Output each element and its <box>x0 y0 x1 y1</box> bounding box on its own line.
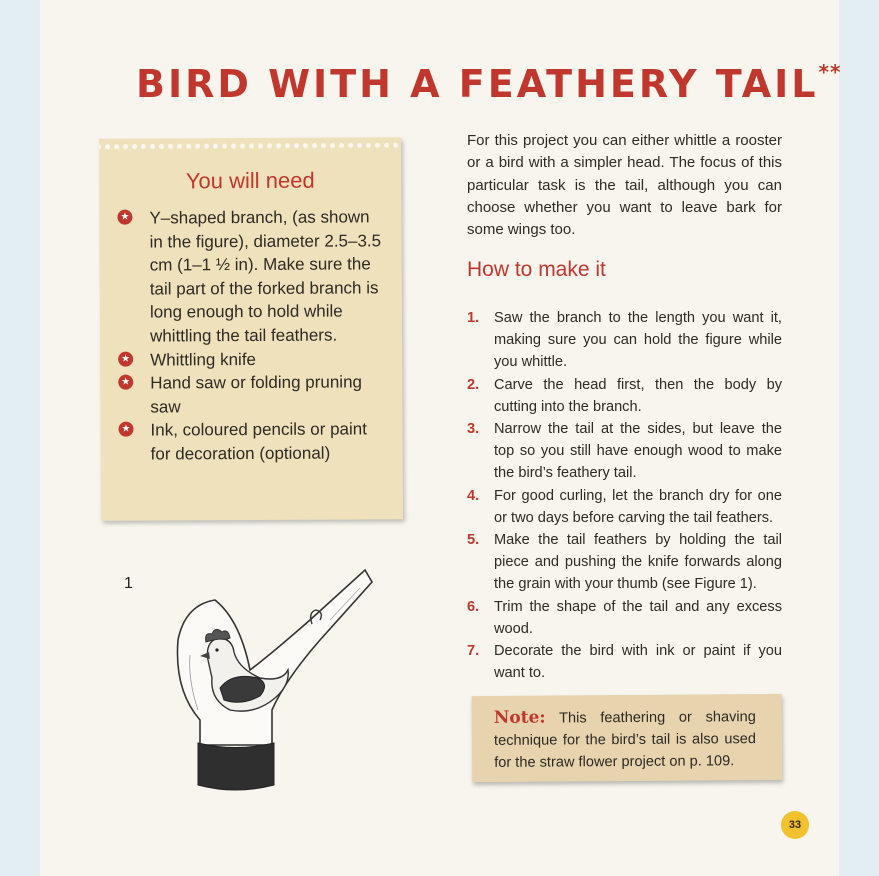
step-number: 3. <box>467 421 480 438</box>
step-item: 5. Make the tail feathers by holding the tail piece and pushing the knife forwards along the grain with your thumb (see Figure 1). <box>467 529 782 596</box>
perforated-edge <box>99 139 401 153</box>
note-label: Note: <box>493 707 546 728</box>
book-page <box>40 0 842 876</box>
step-item: 6. Trim the shape of the tail and any excess wood. <box>467 596 782 640</box>
you-will-need-box <box>99 137 403 521</box>
page-title: BIRD WITH A FEATHERY TAIL** <box>136 60 842 106</box>
materials-item: ★ Whittling knife <box>118 347 388 372</box>
step-number: 1. <box>467 310 480 326</box>
step-number: 5. <box>467 532 480 549</box>
star-bullet-icon: ★ <box>117 210 132 225</box>
step-item: 7. Decorate the bird with ink or paint if you want to. <box>467 640 782 684</box>
step-item: 1. Saw the branch to the length you want it, making sure you can hold the figure while you whittle. <box>467 307 782 374</box>
materials-item: ★ Y–shaped branch, (as shown in the figure), diameter 2.5–3.5 cm (1–1 ½ in). Make sure the tail part of the forked branch is long enough to hold while whittling the tail feathers. <box>117 205 388 348</box>
step-item: 2. Carve the head first, then the body by cutting into the branch. <box>467 374 782 418</box>
whittled-bird-illustration <box>160 560 400 800</box>
figure-label: 1 <box>124 575 133 592</box>
difficulty-stars: ** <box>818 60 842 84</box>
step-item: 4. For good curling, let the branch dry for one or two days before carving the tail feathers. <box>467 485 782 529</box>
star-bullet-icon: ★ <box>118 375 133 390</box>
star-bullet-icon: ★ <box>118 351 133 366</box>
step-number: 4. <box>467 487 480 504</box>
note-box <box>472 694 783 782</box>
intro-paragraph: For this project you can either whittle a rooster or a bird with a simpler head. The focus of this particular task is the tail, although you can choose whether you want to leave bark for some wings too. <box>467 132 782 239</box>
note-text: This feathering or shaving technique for the bird’s tail is also used for the straw flower project on p. 109. <box>493 709 757 771</box>
materials-item: ★ Hand saw or folding pruning saw <box>118 370 388 419</box>
materials-list <box>117 205 388 466</box>
step-number: 6. <box>467 598 480 615</box>
you-will-need-heading: You will need <box>185 167 315 194</box>
steps-list <box>467 307 782 684</box>
step-number: 2. <box>467 376 480 393</box>
step-number: 7. <box>467 643 480 660</box>
materials-item: ★ Ink, coloured pencils or paint for decoration (optional) <box>118 418 388 467</box>
page-number-badge: 33 <box>781 811 809 839</box>
star-bullet-icon: ★ <box>118 422 133 437</box>
how-to-heading: How to make it <box>467 258 606 281</box>
step-item: 3. Narrow the tail at the sides, but leave the top so you still have enough wood to make the bird’s feathery tail. <box>467 418 782 485</box>
